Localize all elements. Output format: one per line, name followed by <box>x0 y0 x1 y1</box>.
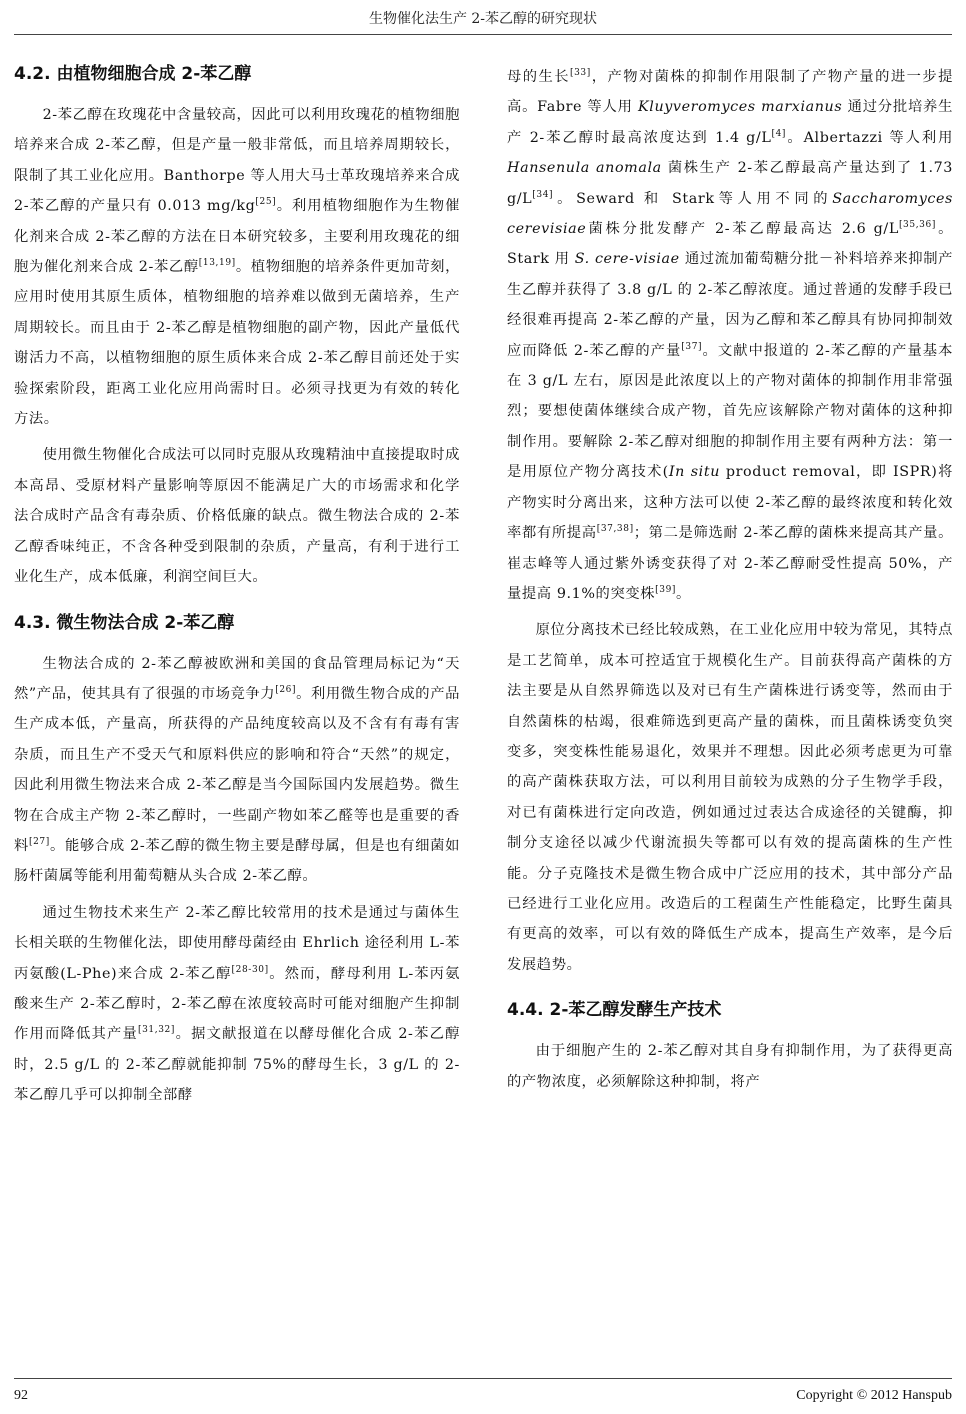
text-run: 。文献中报道的 2-苯乙醇的产量基本在 3 g/L 左右，原因是此浓度以上的产物对菌体的抑制作用非常强烈；要想使菌体继续合成产物，首先应该解除产物对菌体的这种抑制作用。要解除 2-苯乙醇对细胞的抑制作用主要有两种方法：第一是用原位产物分离技术( <box>507 342 953 481</box>
right-column <box>507 62 953 1103</box>
citation-ref: [39] <box>655 585 677 596</box>
species-name: Hansenula anomala <box>507 160 662 177</box>
text-run: 。利用植物细胞作为生物催化剂来合成 2-苯乙醇的方法在日本研究较多，主要利用玫瑰花的细胞为催化剂来合成 2-苯乙醇 <box>14 198 460 276</box>
body-paragraph <box>507 62 953 609</box>
text-run: 生物法合成的 2-苯乙醇被欧洲和美国的食品管理局标记为“天然”产品，使其具有了很强的市场竞争力 <box>14 655 460 702</box>
body-paragraph <box>14 898 460 1111</box>
citation-ref: [34] <box>532 189 554 200</box>
text-run: 。Stark 用 <box>507 221 953 268</box>
species-name: In situ <box>668 464 721 481</box>
species-name: Kluyveromyces marxianus <box>637 99 843 116</box>
text-run: 。Seward 和 Stark等人用不同的 <box>553 190 833 207</box>
citation-ref: [27] <box>29 837 50 848</box>
text-run: 2-苯乙醇在玫瑰花中含量较高，因此可以利用玫瑰花的植物细胞培养来合成 2-苯乙醇，但是产量一般非常低，而且培养周期较长，限制了其工业化应用。Banthorpe 等人用大马士革玫瑰培养来合成 2-苯乙醇的产量只有 0.013 mg/kg <box>14 107 460 215</box>
header-rule <box>14 34 952 35</box>
text-run: 菌株生产 2-苯乙醇最高产量达到了 1.73 g/L <box>507 160 953 207</box>
text-run: 通过流加葡萄糖分批－补料培养来抑制产生乙醇并获得了 3.8 g/L 的 2-苯乙醇浓度。通过普通的发酵手段已经很难再提高 2-苯乙醇的产量，因为乙醇和苯乙醇具有协同抑制效应而降低 2-苯乙醇的产量 <box>507 251 953 359</box>
copyright-notice: Copyright © 2012 Hanspub <box>796 1388 952 1403</box>
section-heading: 4.4. 2-苯乙醇发酵生产技术 <box>507 1000 722 1021</box>
citation-ref: [25] <box>255 197 277 208</box>
text-run: 母的生长 <box>507 69 570 85</box>
citation-ref: [37,38] <box>596 524 634 535</box>
text-run: product removal，即 ISPR)将产物实时分离出来，这种方法可以使 2-苯乙醇的最终浓度和转化效率都有所提高 <box>507 464 953 542</box>
running-title: 生物催化法生产 2-苯乙醇的研究现状 <box>368 11 598 27</box>
body-paragraph <box>507 615 953 980</box>
species-name: Saccharomyces cerevisiae <box>507 190 953 238</box>
citation-ref: [37] <box>681 341 703 352</box>
section-heading: 4.2. 由植物细胞合成 2-苯乙醇 <box>14 64 252 84</box>
text-run: 菌株分批发酵产 2-苯乙醇最高达 2.6 g/L <box>586 221 899 238</box>
footer-rule <box>14 1378 952 1379</box>
text-run: 通过分批培养生产 2-苯乙醇时最高浓度达到 1.4 g/L <box>507 99 953 146</box>
citation-ref: [31,32] <box>138 1025 175 1036</box>
species-name: S. cere-visiae <box>574 251 680 268</box>
citation-ref: [33] <box>569 68 591 79</box>
text-run: 由于细胞产生的 2-苯乙醇对其自身有抑制作用，为了获得更高的产物浓度，必须解除这种抑制，将产 <box>507 1043 953 1090</box>
text-run: 。植物细胞的培养条件更加苛刻，应用时使用其原生质体，植物细胞的培养难以做到无菌培养，生产周期较长。而且由于 2-苯乙醇是植物细胞的副产物，因此产量低代谢活力不高，以植物细胞的原生质体来合成 2-苯乙醇目前还处于实验探索阶段，距离工业化应用尚需时日。必须寻找更为有效的转化方法。 <box>14 259 461 428</box>
text-run: 。利用微生物合成的产品生产成本低，产量高，所获得的产品纯度较高以及不含有有毒有害杂质，而且生产不受天气和原料供应的影响和符合“天然”的规定，因此利用微生物法来合成 2-苯乙醇是当今国际国内发展趋势。微生物在合成主产物 2-苯乙醇时，一些副产物如苯乙醛等也是重要的香料 <box>14 685 460 854</box>
section-heading: 4.3. 微生物法合成 2-苯乙醇 <box>14 612 235 633</box>
body-paragraph <box>14 649 460 892</box>
left-column <box>14 62 460 1117</box>
body-paragraph <box>507 1036 953 1097</box>
text-run: 。能够合成 2-苯乙醇的微生物主要是酵母属，但是也有细菌如肠杆菌属等能利用葡萄糖从头合成 2-苯乙醇。 <box>14 837 460 885</box>
citation-ref: [4] <box>771 129 787 140</box>
citation-ref: [35,36] <box>898 220 936 231</box>
text-run: 。 <box>676 585 691 602</box>
body-paragraph <box>14 440 460 592</box>
text-run: 使用微生物催化合成法可以同时克服从玫瑰精油中直接提取时成本高昂、受原材料产量影响等原因不能满足广大的市场需求和化学法合成时产品含有毒杂质、价格低廉的缺点。微生物法合成的 2-苯乙醇香味纯正，不含各种受到限制的杂质，产量高，有利于进行工业化生产，成本低廉，利润空间巨大。 <box>14 447 460 586</box>
text-run: ，产物对菌株的抑制作用限制了产物产量的进一步提高。Fabre 等人用 <box>507 69 953 116</box>
text-run: 原位分离技术已经比较成熟，在工业化应用中较为常见，其特点是工艺简单，成本可控适宜于规模化生产。目前获得高产菌株的方法主要是从自然界筛选以及对已有生产菌株进行诱变等，然而由于自然菌株的枯竭，很难筛选到更高产量的菌株，而且菌株诱变负突变多，突变株性能易退化，效果并不理想。因此必须考虑更为可靠的高产菌株获取方法，可以利用目前较为成熟的分子生物学手段，对已有菌株进行定向改造，例如通过过表达合成途径的关键酶，抑制分支途径以减少代谢流损失等都可以有效的提高菌株的生产性能。分子克隆技术是微生物合成中广泛应用的技术，其中部分产品已经进行工业化应用。改造后的工程菌生产性能稳定，比野生菌具有更高的效率，可以有效的降低生产成本，提高生产效率，是今后发展趋势。 <box>507 622 953 973</box>
page-number: 92 <box>14 1388 28 1403</box>
citation-ref: [26] <box>275 685 297 696</box>
text-run: 通过生物技术来生产 2-苯乙醇比较常用的技术是通过与菌体生长相关联的生物催化法，即使用酵母菌经由 Ehrlich 途径利用 L-苯丙氨酸(L-Phe)来合成 2-苯乙醇 <box>14 904 460 982</box>
citation-ref: [13,19] <box>198 258 236 269</box>
text-run: 。Albertazzi 等人利用 <box>786 129 953 146</box>
text-run: 。然而，酵母利用 L-苯丙氨酸来生产 2-苯乙醇时，2-苯乙醇在浓度较高时可能对细胞产生抑制作用而降低其产量 <box>14 965 460 1043</box>
body-paragraph <box>14 100 460 434</box>
citation-ref: [28-30] <box>231 964 269 975</box>
text-run: 。据文献报道在以酵母催化合成 2-苯乙醇时，2.5 g/L 的 2-苯乙醇就能抑制 75%的酵母生长，3 g/L 的 2-苯乙醇几乎可以抑制全部酵 <box>14 1026 460 1104</box>
text-run: ；第二是筛选耐 2-苯乙醇的菌株来提高其产量。崔志峰等人通过紫外诱变获得了对 2-苯乙醇耐受性提高 50%，产量提高 9.1%的突变株 <box>507 525 953 602</box>
